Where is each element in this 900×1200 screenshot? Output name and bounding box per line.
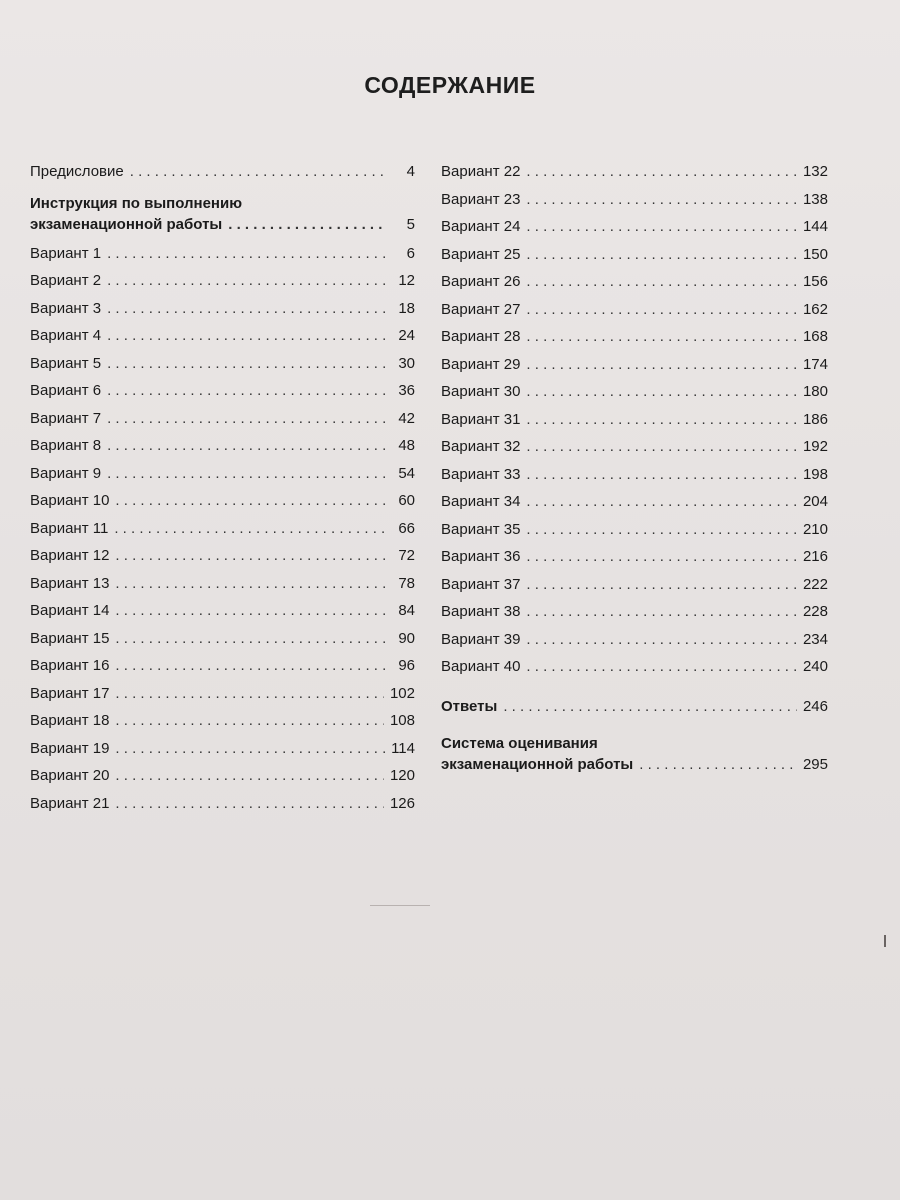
leader-dots — [107, 377, 387, 405]
leader-dots — [107, 267, 387, 295]
leader-dots — [107, 432, 387, 460]
leader-dots — [107, 405, 387, 433]
toc-entry-instruction[interactable] — [30, 194, 415, 236]
toc-entry[interactable] — [30, 460, 415, 488]
leader-dots — [526, 378, 797, 406]
toc-entry-page: 102 — [389, 684, 415, 702]
toc-entry-name: Вариант 7 — [30, 409, 102, 427]
toc-entry-page: 18 — [398, 299, 415, 317]
toc-entry-name: Вариант 26 — [441, 273, 521, 290]
toc-entry-page: 24 — [398, 327, 415, 344]
toc-entry[interactable] — [441, 433, 828, 461]
toc-entry-name: Вариант 15 — [30, 629, 110, 647]
leader-dots — [228, 214, 387, 236]
toc-entry[interactable] — [30, 652, 415, 680]
toc-entry-page: 4 — [406, 163, 415, 180]
toc-entry[interactable] — [30, 295, 415, 323]
leader-dots — [526, 158, 797, 186]
toc-entry[interactable] — [441, 296, 828, 324]
leader-dots — [107, 322, 387, 350]
leader-dots — [526, 268, 797, 296]
toc-entry-page: 66 — [398, 519, 415, 537]
toc-entry-name: Ответы — [441, 697, 498, 715]
leader-dots — [526, 323, 797, 351]
toc-entry[interactable] — [30, 158, 415, 186]
toc-entry[interactable] — [30, 377, 415, 405]
toc-entry-name: Вариант 12 — [30, 547, 110, 564]
leader-dots — [107, 460, 387, 488]
toc-entry-answers[interactable] — [441, 693, 828, 721]
toc-entry-name: Вариант 31 — [441, 410, 521, 428]
toc-entry-page: 5 — [406, 215, 415, 233]
leader-dots — [526, 296, 797, 324]
toc-entry-name: Вариант 27 — [441, 300, 521, 318]
leader-dots — [107, 350, 387, 378]
leader-dots — [115, 762, 384, 790]
toc-entry[interactable] — [30, 735, 415, 763]
toc-entry-name: Вариант 28 — [441, 328, 521, 345]
toc-entry-name: Система оценивания — [441, 735, 598, 752]
toc-entry-page: 114 — [391, 739, 415, 757]
toc-entry[interactable] — [30, 240, 415, 268]
toc-entry[interactable] — [441, 653, 828, 681]
toc-entry-name: Вариант 4 — [30, 327, 102, 344]
toc-entry-name: Вариант 13 — [30, 574, 110, 592]
toc-entry-page: 234 — [802, 630, 828, 648]
leader-dots — [526, 241, 797, 269]
toc-entry-page: 6 — [406, 244, 415, 262]
toc-left-column — [30, 158, 415, 817]
toc-entry[interactable] — [441, 571, 828, 599]
toc-entry-page: 96 — [398, 657, 415, 674]
toc-entry-page: 216 — [802, 548, 828, 565]
toc-entry[interactable] — [441, 543, 828, 571]
toc-entry[interactable] — [441, 626, 828, 654]
leader-dots — [526, 626, 797, 654]
toc-entry-name: Вариант 5 — [30, 354, 102, 372]
toc-entry-name: Вариант 21 — [30, 794, 110, 812]
toc-entry-page: 162 — [802, 300, 828, 318]
leader-dots — [115, 735, 385, 763]
leader-dots — [115, 487, 387, 515]
toc-entry[interactable] — [30, 350, 415, 378]
toc-entry-name: Вариант 34 — [441, 493, 521, 510]
toc-entry-name: Вариант 20 — [30, 767, 110, 784]
page-title: СОДЕРЖАНИЕ — [364, 72, 536, 98]
toc-entry-page: 54 — [398, 464, 415, 482]
toc-entry-page: 180 — [802, 383, 828, 400]
toc-entry-page: 228 — [802, 603, 828, 620]
toc-entry-name: Вариант 36 — [441, 548, 521, 565]
leader-dots — [526, 406, 797, 434]
leader-dots — [526, 653, 797, 681]
leader-dots — [526, 598, 797, 626]
leader-dots — [526, 571, 797, 599]
leader-dots — [526, 461, 797, 489]
leader-dots — [115, 652, 387, 680]
toc-entry-name: Вариант 38 — [441, 603, 521, 620]
leader-dots — [115, 680, 384, 708]
toc-entry-name: экзаменационной работы — [441, 756, 634, 773]
toc-entry[interactable] — [441, 351, 828, 379]
toc-entry-page: 12 — [398, 272, 415, 289]
toc-entry[interactable] — [441, 158, 828, 186]
toc-entry-grading[interactable] — [441, 734, 828, 776]
toc-entry[interactable] — [441, 378, 828, 406]
toc-entry-name: Вариант 24 — [441, 218, 521, 235]
toc-entry[interactable] — [441, 323, 828, 351]
toc-entry-name: Вариант 35 — [441, 520, 521, 538]
toc-entry-name: Инструкция по выполнению — [30, 194, 242, 212]
toc-left-list — [30, 240, 415, 818]
leader-dots — [107, 240, 387, 268]
toc-entry[interactable] — [30, 515, 415, 543]
toc-entry-name: Вариант 9 — [30, 464, 102, 482]
toc-entry[interactable] — [30, 790, 415, 818]
leader-dots — [115, 707, 384, 735]
toc-entry-name: Вариант 33 — [441, 465, 521, 483]
toc-entry-name: Вариант 16 — [30, 657, 110, 674]
toc-entry-page: 36 — [398, 382, 415, 399]
toc-entry-name: Вариант 10 — [30, 492, 110, 509]
toc-entry[interactable] — [441, 598, 828, 626]
toc-entry[interactable] — [30, 542, 415, 570]
leader-dots — [526, 488, 797, 516]
toc-entry-page: 240 — [802, 658, 828, 675]
leader-dots — [639, 754, 797, 776]
toc-entry-page: 126 — [389, 794, 415, 812]
leader-dots — [526, 543, 797, 571]
toc-entry[interactable] — [441, 488, 828, 516]
leader-dots — [114, 515, 387, 543]
leader-dots — [526, 186, 797, 214]
toc-entry[interactable] — [441, 268, 828, 296]
toc-entry-page: 186 — [802, 410, 828, 428]
leader-dots — [503, 693, 797, 721]
toc-entry-name: Вариант 30 — [441, 383, 521, 400]
toc-entry-page: 84 — [398, 602, 415, 619]
toc-entry-name: Предисловие — [30, 163, 124, 180]
leader-dots — [115, 570, 387, 598]
toc-right-list — [441, 158, 828, 681]
toc-entry[interactable] — [30, 680, 415, 708]
toc-entry[interactable] — [30, 487, 415, 515]
toc-entry-name: Вариант 3 — [30, 299, 102, 317]
toc-entry-name: Вариант 14 — [30, 602, 110, 619]
toc-entry-name: Вариант 17 — [30, 684, 110, 702]
toc-entry-page: 42 — [398, 409, 415, 427]
toc-entry[interactable] — [30, 267, 415, 295]
toc-entry[interactable] — [30, 322, 415, 350]
toc-entry[interactable] — [30, 570, 415, 598]
toc-entry[interactable] — [30, 625, 415, 653]
toc-entry-page: 108 — [389, 712, 415, 729]
toc-right-column — [441, 158, 828, 780]
toc-entry[interactable] — [441, 186, 828, 214]
toc-entry[interactable] — [30, 432, 415, 460]
toc-entry[interactable] — [441, 516, 828, 544]
toc-entry-name: экзаменационной работы — [30, 215, 223, 233]
leader-dots — [115, 597, 387, 625]
leader-dots — [115, 625, 387, 653]
toc-entry[interactable] — [441, 406, 828, 434]
toc-entry-page: 222 — [802, 575, 828, 593]
toc-entry-name: Вариант 18 — [30, 712, 110, 729]
toc-entry-page: 174 — [802, 355, 828, 373]
toc-entry[interactable] — [441, 213, 828, 241]
toc-entry-page: 168 — [802, 328, 828, 345]
leader-dots — [107, 295, 387, 323]
toc-entry-name: Вариант 37 — [441, 575, 521, 593]
toc-entry-page: 78 — [398, 574, 415, 592]
toc-entry-page: 144 — [802, 218, 828, 235]
toc-entry-name: Вариант 19 — [30, 739, 110, 757]
toc-entry[interactable] — [30, 707, 415, 735]
toc-entry-page: 204 — [802, 493, 828, 510]
toc-entry-name: Вариант 39 — [441, 630, 521, 648]
toc-entry-page: 48 — [398, 437, 415, 454]
leader-dots — [526, 213, 797, 241]
toc-entry-name: Вариант 29 — [441, 355, 521, 373]
toc-entry-page: 120 — [389, 767, 415, 784]
toc-entry-name: Вариант 2 — [30, 272, 102, 289]
toc-entry-page: 30 — [398, 354, 415, 372]
toc-entry-name: Вариант 1 — [30, 244, 102, 262]
leader-dots — [115, 790, 384, 818]
toc-entry-page: 150 — [802, 245, 828, 263]
leader-dots — [526, 516, 797, 544]
leader-dots — [115, 542, 387, 570]
toc-entry[interactable] — [30, 762, 415, 790]
toc-entry-page: 90 — [398, 629, 415, 647]
toc-entry-page: 295 — [802, 756, 828, 773]
toc-entry[interactable] — [441, 241, 828, 269]
toc-entry-page: 60 — [398, 492, 415, 509]
toc-entry-name: Вариант 22 — [441, 163, 521, 180]
toc-entry-name: Вариант 6 — [30, 382, 102, 399]
toc-entry-page: 138 — [802, 190, 828, 208]
toc-entry-name: Вариант 40 — [441, 658, 521, 675]
leader-dots — [526, 433, 797, 461]
leader-dots — [526, 351, 797, 379]
toc-entry-page: 72 — [398, 547, 415, 564]
toc-entry-name: Вариант 25 — [441, 245, 521, 263]
toc-entry-name: Вариант 11 — [30, 519, 109, 537]
toc-entry-name: Вариант 23 — [441, 190, 521, 208]
toc-entry-page: 156 — [802, 273, 828, 290]
leader-dots — [130, 158, 387, 186]
toc-entry-page: 198 — [802, 465, 828, 483]
toc-entry-page: 192 — [802, 438, 828, 455]
toc-entry[interactable] — [30, 597, 415, 625]
decorative-rule — [370, 905, 430, 906]
toc-entry[interactable] — [441, 461, 828, 489]
toc-entry[interactable] — [30, 405, 415, 433]
toc-entry-page: 246 — [802, 697, 828, 715]
toc-entry-name: Вариант 32 — [441, 438, 521, 455]
toc-entry-name: Вариант 8 — [30, 437, 102, 454]
page-mark — [884, 935, 886, 947]
toc-entry-page: 210 — [802, 520, 828, 538]
toc-entry-page: 132 — [802, 163, 828, 180]
